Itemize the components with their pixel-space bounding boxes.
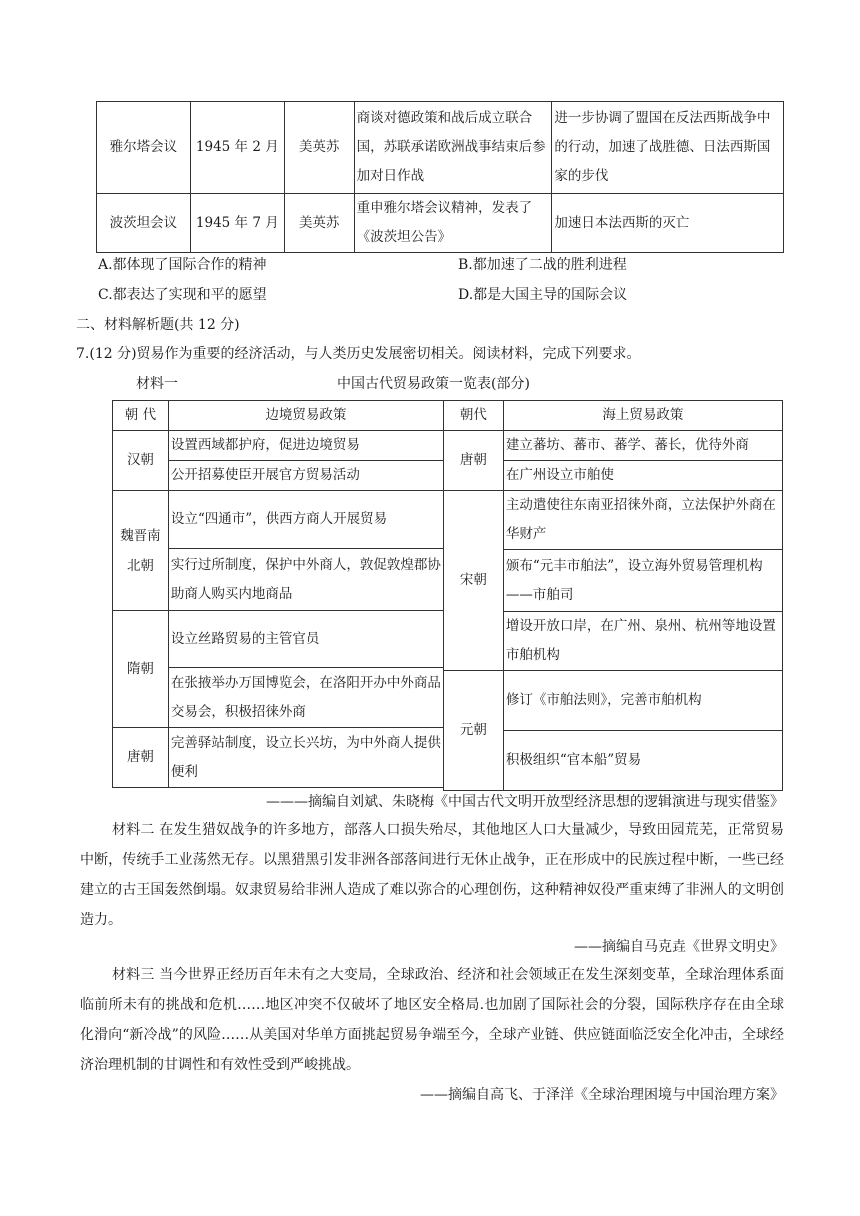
trade-policy-table-right (443, 400, 783, 791)
header-border-trade: 边境贸易政策 (168, 401, 443, 431)
policy-cell: 增设开放口岸，在广州、泉州、杭州等地设置市舶机构 (503, 612, 782, 671)
table-row (444, 431, 783, 461)
policy-cell: 在张掖举办万国博览会，在洛阳开办中外商品交易会，积极招徕外商 (168, 668, 443, 728)
table-row (97, 102, 784, 194)
dynasty-tang: 唐朝 (444, 431, 504, 491)
dynasty-sui: 隋朝 (113, 611, 169, 728)
material1-label: 材料一 (136, 376, 178, 392)
header-dynasty: 朝 代 (113, 401, 169, 431)
conference-parties: 美英苏 (284, 102, 354, 194)
policy-cell: 颁布“元丰市舶法”，设立海外贸易管理机构——市舶司 (503, 550, 782, 612)
policy-cell: 建立蕃坊、蕃市、蕃学、蕃长，优待外商 (503, 431, 782, 461)
table-row (444, 671, 783, 731)
question-stem: 7.(12 分)贸易作为重要的经济活动，与人类历史发展密切相关。阅读材料，完成下列要求。 (76, 346, 641, 362)
dynasty-tang: 唐朝 (113, 728, 169, 788)
trade-policy-table-left (112, 400, 444, 788)
policy-cell: 设置西域都护府，促进边境贸易 (168, 431, 443, 461)
conference-date: 1945 年 2 月 (190, 102, 284, 194)
material2-source: ——摘编自马克垚《世界文明史》 (574, 939, 784, 955)
conference-parties: 美英苏 (284, 194, 354, 253)
policy-cell: 完善驿站制度，设立长兴坊，为中外商人提供便利 (168, 728, 443, 788)
conference-effect: 加速日本法西斯的灭亡 (552, 194, 784, 253)
dynasty-song: 宋朝 (444, 491, 504, 671)
policy-cell: 设立丝路贸易的主管官员 (168, 611, 443, 668)
dynasty-weijin: 魏晋南北朝 (113, 491, 169, 611)
policy-cell: 积极组织“官本船”贸易 (503, 731, 782, 791)
table-row (113, 611, 444, 668)
table-row (113, 431, 444, 461)
material3-text: 材料三 当今世界正经历百年未有之大变局，全球政治、经济和社会领域正在发生深刻变革，全球治理体系面临前所未有的挑战和危机……地区冲突不仅破坏了地区安全格局.也加剧了国际社会的分裂，国际秩序存在由全球化滑向“新冷战”的风险……从美国对华单方面挑起贸易争端至今，全球产业链、供应链面临泛安全化冲击，全球经济治理机制的甘调性和有效性受到严峻挑战。 (80, 967, 784, 1073)
dynasty-yuan: 元朝 (444, 671, 504, 791)
table-row (444, 491, 783, 550)
conference-effect: 进一步协调了盟国在反法西斯战争中的行动，加速了战胜德、日法西斯国家的步伐 (552, 102, 784, 194)
table-row (113, 401, 444, 431)
material1-source: ———摘编自刘斌、朱晓梅《中国古代文明开放型经济思想的逻辑演进与现实借鉴》 (266, 794, 784, 810)
option-a[interactable]: A.都体现了国际合作的精神 (98, 257, 267, 273)
table-row (444, 401, 783, 431)
conference-content: 重申雅尔塔会议精神，发表了《波茨坦公告》 (354, 194, 552, 253)
header-sea-trade: 海上贸易政策 (503, 401, 782, 431)
conference-date: 1945 年 7 月 (190, 194, 284, 253)
table-row (113, 491, 444, 549)
conference-table (96, 101, 784, 253)
conference-content: 商谈对德政策和战后成立联合国，苏联承诺欧洲战事结束后参加对日作战 (354, 102, 552, 194)
material3-source: ——摘编自高飞、于泽洋《全球治理困境与中国治理方案》 (420, 1087, 784, 1103)
option-d[interactable]: D.都是大国主导的国际会议 (458, 287, 628, 303)
policy-cell: 实行过所制度，保护中外商人，敦促敦煌郡协助商人购买内地商品 (168, 549, 443, 611)
conference-name: 雅尔塔会议 (97, 102, 191, 194)
policy-cell: 在广州设立市舶使 (503, 461, 782, 491)
material2-text: 材料二 在发生猎奴战争的许多地方，部落人口损失殆尽，其他地区人口大量减少，导致田园荒芜，正常贸易中断，传统手工业荡然无存。以黑猎黑引发非洲各部落间进行无休止战争，正在形成中的民族过程中断，一些已经建立的古王国轰然倒塌。奴隶贸易给非洲人造成了难以弥合的心理创伤，这种精神奴役严重束缚了非洲人的文明创造力。 (80, 822, 784, 928)
conference-name: 波茨坦会议 (97, 194, 191, 253)
header-dynasty: 朝代 (444, 401, 504, 431)
policy-cell: 修订《市舶法则》，完善市舶机构 (503, 671, 782, 731)
table-row (97, 194, 784, 253)
option-b[interactable]: B.都加速了二战的胜利进程 (458, 257, 627, 273)
policy-cell: 主动遣使往东南亚招徕外商，立法保护外商在华财产 (503, 491, 782, 550)
dynasty-han: 汉朝 (113, 431, 169, 491)
table-row (113, 728, 444, 788)
option-c[interactable]: C.都表达了实现和平的愿望 (98, 287, 267, 303)
material1-caption: 中国古代贸易政策一览表(部分) (337, 376, 530, 392)
policy-cell: 设立“四通市”，供西方商人开展贸易 (168, 491, 443, 549)
policy-cell: 公开招募使臣开展官方贸易活动 (168, 461, 443, 491)
section-title: 二、材料解析题(共 12 分) (76, 317, 240, 333)
